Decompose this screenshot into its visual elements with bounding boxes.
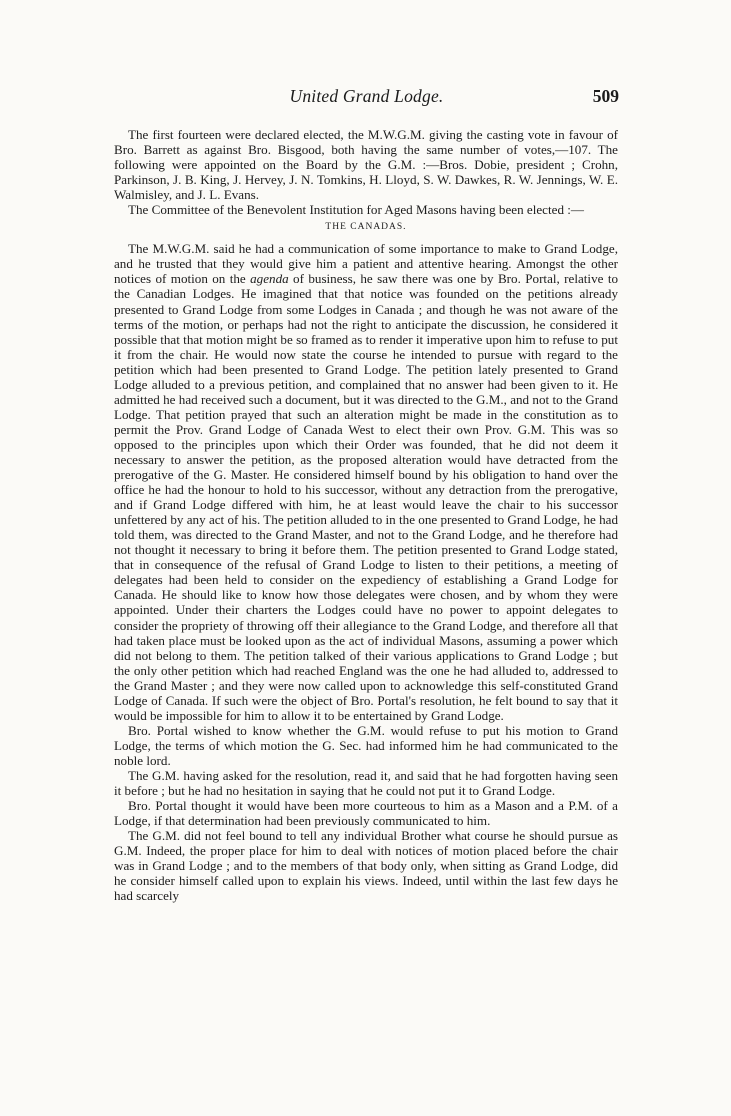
article-body [114, 127, 618, 903]
paragraph-committee: The Committee of the Benevolent Institution for Aged Masons having been elected :— [128, 202, 584, 218]
paragraph-portal-question: Bro. Portal wished to know whether the G.M. would refuse to put his motion to Grand Lodge, the terms of which motion the G. Sec. had informed him he had communicated to the noble lord. [114, 722, 618, 768]
paragraph-grand-master-statement [114, 241, 618, 723]
text-run: The M.W.G.M. said he had a communication of some importance to make to Grand Lodge, and he trusted that they would give him a patient and attentive hearing. Amongst the other notices of motion on the [114, 241, 618, 287]
paragraph-gm-reply: The G.M. having asked for the resolution, read it, and said that he had forgotten having seen it before ; but he had no hesitation in saying that he could not put it to Grand Lodge. [114, 767, 618, 799]
page-number: 509 [592, 86, 619, 106]
paragraph-gm-response: The G.M. did not feel bound to tell any individual Brother what course he should pursue as G.M. Indeed, the proper place for him to deal with notices of motion placed before the chair was in Grand Lodge ; and to the members of that body only, when sitting as Grand Lodge, did he consider himself called upon to explain his views. Indeed, until within the last few days he had scarcely [114, 828, 618, 904]
running-title: United Grand Lodge. [289, 86, 444, 106]
paragraph-election-results: The first fourteen were declared elected, the M.W.G.M. giving the casting vote in favour of Bro. Barrett as against Bro. Bisgood, both having the same number of votes,—107. The following were appointed on the Board by the G.M. :—Bros. Dobie, president ; Crohn, Parkinson, J. B. King, J. Hervey, J. N. Tomkins, H. Lloyd, S. W. Dawkes, R. W. Jennings, W. E. Walmisley, and J. L. Evans. [114, 127, 618, 203]
section-heading: THE CANADAS. [325, 222, 407, 233]
paragraph-portal-remark: Bro. Portal thought it would have been more courteous to him as a Mason and a P.M. of a Lodge, if that determination had been previously communicated to him. [114, 798, 618, 829]
text-run: of business, he saw there was one by Bro. Portal, relative to the Canadian Lodges. He imagined that that notice was founded on the petitions already presented to Grand Lodge from some Lodges in Canada ; and though he was not aware of the terms of the motion, or perhaps had not the right to anticipate the discussion, he considered it possible that that motion might be so framed as to render it imperative upon him to refuse to put it from the chair. He would now state the course he intended to pursue with regard to the petition which had been presented to Grand Lodge. The petition lately presented to Grand Lodge alluded to a previous petition, and complained that no answer had been given to it. He admitted he had received such a document, but it was directed to the G.M., and not to the Grand Lodge. That petition prayed that such an alteration might be made in the constitution as to permit the Prov. Grand Lodge of Canada West to elect their own Prov. G.M. This was so opposed to the principles upon which their Order was founded, that he did not deem it necessary to answer the petition, as the proposed alteration would have detracted from the prerogative of the G. Master. He considered himself bound by his obligation to hand over the office he had the honour to hold to his successor, without any detraction from the prerogative, and if Grand Lodge differed with him, he at least would leave the chair to his successor unfettered by any act of his. The petition alluded to in the one presented to Grand Lodge, he had told them, was directed to the Grand Master, and not to the Grand Lodge, and he therefore had not thought it necessary to bring it before them. The petition presented to Grand Lodge stated, that in consequence of the refusal of Grand Lodge to listen to their petitions, a meeting of delegates had been held to consider on the expediency of establishing a Grand Lodge for Canada. He should like to know how those delegates were chosen, and by whom they were appointed. Under their charters the Lodges could have no power to appoint delegates to consider the propriety of throwing off their allegiance to the Grand Lodge, and therefore all that had taken place must be looked upon as the act of individual Masons, assuming a power which did not belong to them. The petition talked of their various applications to Grand Lodge ; but the only other petition which had reached England was the one he had alluded to, addressed to the Grand Master ; and they were now called upon to acknowledge this self-constituted Grand Lodge of Canada. If such were the object of Bro. Portal's resolution, he felt bound to say that it would be impossible for him to allow it to be entertained by Grand Lodge. [114, 271, 619, 723]
running-header [114, 86, 619, 112]
italic-text: agenda [250, 271, 289, 287]
